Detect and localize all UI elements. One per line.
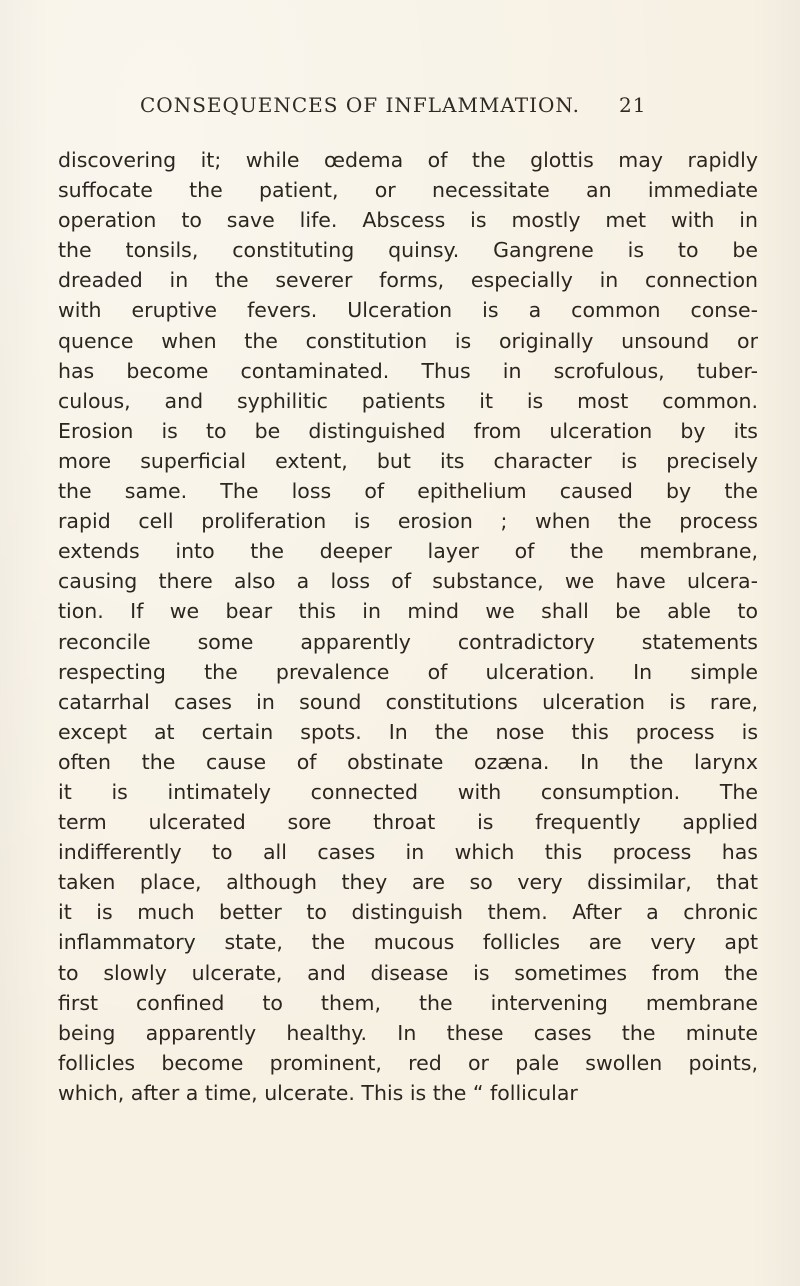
text-line: first confined to them, the intervening membrane	[58, 990, 758, 1015]
text-line: the same. The loss of epithelium caused by the	[58, 479, 758, 504]
running-head	[140, 93, 660, 117]
text-line: reconcile some apparently contradictory statements	[58, 629, 758, 654]
text-line: extends into the deeper layer of the membrane,	[58, 539, 758, 564]
text-line: culous, and syphilitic patients it is most common.	[58, 388, 758, 413]
text-line: with eruptive fevers. Ulceration is a common conse-	[58, 298, 758, 323]
text-line: to slowly ulcerate, and disease is sometimes from the	[58, 960, 758, 985]
text-line: causing there also a loss of substance, we have ulcera-	[58, 569, 758, 594]
text-line: taken place, although they are so very dissimilar, that	[58, 870, 758, 895]
text-line: indifferently to all cases in which this process has	[58, 840, 758, 865]
text-line: dreaded in the severer forms, especially in connection	[58, 268, 758, 293]
text-line: has become contaminated. Thus in scrofulous, tuber-	[58, 358, 758, 383]
text-line: being apparently healthy. In these cases the minute	[58, 1020, 758, 1045]
text-line: suffocate the patient, or necessitate an immediate	[58, 178, 758, 203]
text-line: operation to save life. Abscess is mostly met with in	[58, 208, 758, 233]
text-line: Erosion is to be distinguished from ulceration by its	[58, 418, 758, 443]
text-line: more superficial extent, but its character is precisely	[58, 448, 758, 473]
text-line: tion. If we bear this in mind we shall be able to	[58, 599, 758, 624]
body-text	[58, 145, 758, 1108]
text-line: often the cause of obstinate ozæna. In the larynx	[58, 749, 758, 774]
page-number: 21	[619, 93, 647, 117]
text-line: it is much better to distinguish them. After a chronic	[58, 900, 758, 925]
text-line: except at certain spots. In the nose this process is	[58, 719, 758, 744]
text-line: respecting the prevalence of ulceration. In simple	[58, 659, 758, 684]
text-line: rapid cell proliferation is erosion ; when the process	[58, 509, 758, 534]
text-line: catarrhal cases in sound constitutions ulceration is rare,	[58, 689, 758, 714]
text-line: discovering it; while œdema of the glottis may rapidly	[58, 148, 758, 172]
text-line: quence when the constitution is originally unsound or	[58, 328, 758, 353]
text-line: inflammatory state, the mucous follicles are very apt	[58, 930, 758, 955]
text-line: which, after a time, ulcerate. This is the “ follicular	[58, 1080, 578, 1105]
running-head-title: CONSEQUENCES OF INFLAMMATION.	[140, 93, 580, 117]
text-line: follicles become prominent, red or pale swollen points,	[58, 1050, 758, 1075]
text-line: term ulcerated sore throat is frequently applied	[58, 810, 758, 835]
text-line: the tonsils, constituting quinsy. Gangrene is to be	[58, 238, 758, 263]
text-line: it is intimately connected with consumption. The	[58, 779, 758, 804]
